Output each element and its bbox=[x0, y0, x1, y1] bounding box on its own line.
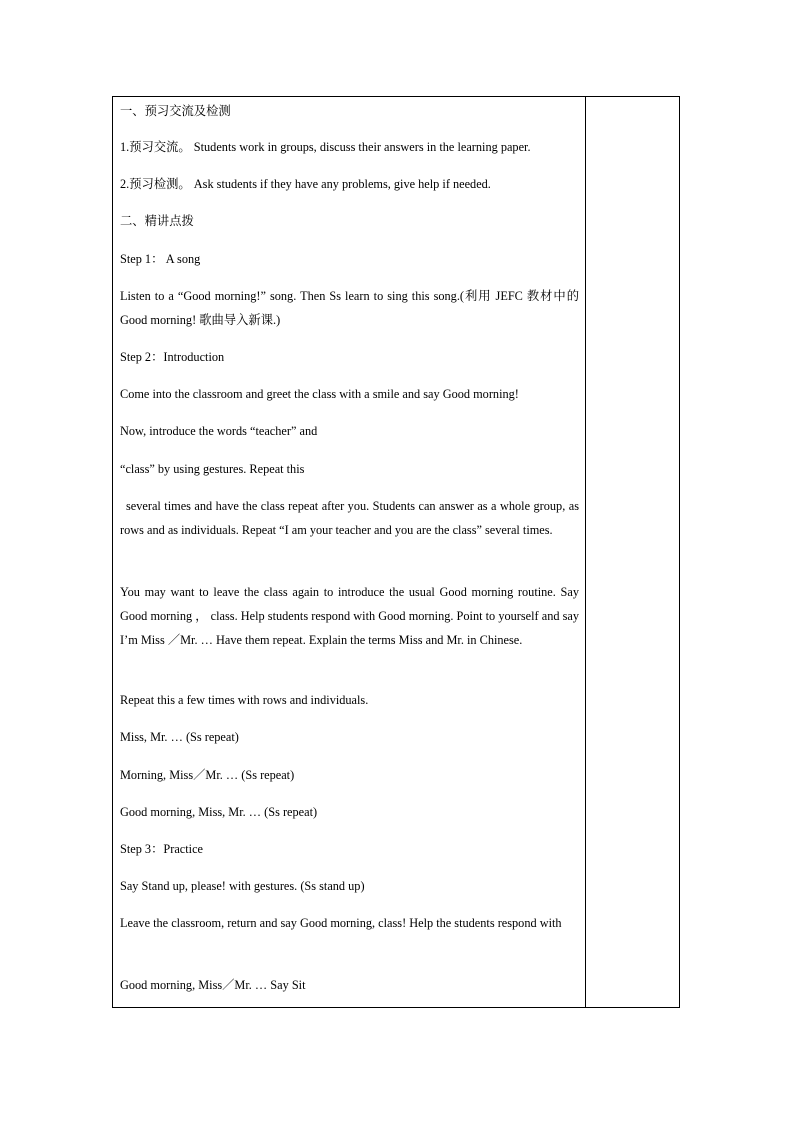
paragraph-leave-classroom: Leave the classroom, return and say Good morning, class! Help the students respond with bbox=[120, 916, 562, 930]
paragraph-stand-up: Say Stand up, please! with gestures. (Ss stand up) bbox=[120, 879, 365, 893]
step-1-heading: Step 1： A song bbox=[120, 252, 201, 266]
paragraph-sit: Good morning, Miss／Mr. … Say Sit bbox=[120, 978, 306, 992]
paragraph-gestures: “class” by using gestures. Repeat this bbox=[120, 462, 305, 476]
paragraph-routine: You may want to leave the class again to introduce the usual Good morning routine. Say Good morning ， class. Help students respond with Good morning. Point to yourself and say I’m Miss ／Mr. … Have them repeat. Explain the terms Miss and Mr. in Chinese. bbox=[120, 585, 579, 647]
paragraph-rows-individuals: Repeat this a few times with rows and individuals. bbox=[120, 693, 369, 707]
section-heading-preview: 一、预习交流及检测 bbox=[120, 104, 231, 118]
section-heading-explanation: 二、精讲点拨 bbox=[120, 214, 194, 228]
paragraph-repeat: several times and have the class repeat after you. Students can answer as a whole group, as rows and as individuals. Repeat “I am your teacher and you are the class” several times. bbox=[120, 499, 579, 537]
paragraph-introduce-words: Now, introduce the words “teacher” and bbox=[120, 424, 318, 438]
step-3-heading: Step 3：Practice bbox=[120, 842, 203, 856]
drill-line-1: Miss, Mr. … (Ss repeat) bbox=[120, 730, 239, 744]
paragraph-song: Listen to a “Good morning!” song. Then Ss learn to sing this song.(利用 JEFC 教材中的 Good morning! 歌曲导入新课.) bbox=[120, 289, 579, 327]
lesson-table bbox=[112, 96, 680, 1008]
step-2-heading: Step 2：Introduction bbox=[120, 350, 225, 364]
paragraph-preview-exchange: 1.预习交流。 Students work in groups, discuss their answers in the learning paper. bbox=[120, 140, 531, 154]
paragraph-preview-check: 2.预习检测。 Ask students if they have any problems, give help if needed. bbox=[120, 177, 491, 191]
paragraph-greet: Come into the classroom and greet the class with a smile and say Good morning! bbox=[120, 387, 519, 401]
drill-line-3: Good morning, Miss, Mr. … (Ss repeat) bbox=[120, 805, 318, 819]
drill-line-2: Morning, Miss／Mr. … (Ss repeat) bbox=[120, 768, 295, 782]
notes-cell bbox=[586, 97, 679, 1007]
